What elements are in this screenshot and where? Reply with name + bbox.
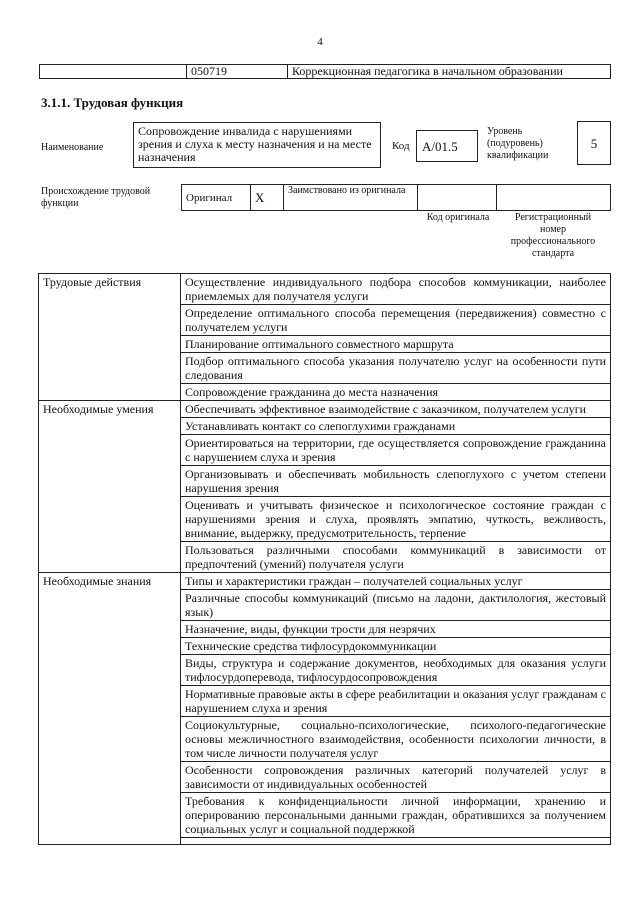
- table-row: [39, 655, 611, 686]
- section-category-continued: [39, 686, 181, 717]
- name-label: Наименование: [41, 142, 104, 153]
- page-number: 4: [317, 36, 323, 48]
- table-row: [39, 590, 611, 621]
- section-item: Особенности сопровождения различных категорий получателей услуг в зависимости от индивидуальных особенностей: [181, 762, 611, 793]
- section-item: Сопровождение гражданина до места назначения: [181, 384, 611, 401]
- table-row: [39, 466, 611, 497]
- section-item: Планирование оптимального совместного маршрута: [181, 336, 611, 353]
- reg-number-caption: Регистрационный номер профессионального стандарта: [510, 212, 596, 259]
- table-row: [39, 305, 611, 336]
- section-category-continued: [39, 305, 181, 336]
- table-row: [39, 793, 611, 838]
- section-item: Ориентироваться на территории, где осуществляется сопровождение гражданина с нарушением слуха и зрения: [181, 435, 611, 466]
- section-item: Социокультурные, социально-психологические, психолого-педагогические основы межличностного взаимодействия, особенности психологии личности, в том числе личности получателя услуг: [181, 717, 611, 762]
- section-item: Назначение, виды, функции трости для незрячих: [181, 621, 611, 638]
- section-item: Требования к конфиденциальности личной информации, хранению и оперированию персональными данными граждан, обратившихся за получением социальных услуг и социальной поддержкой: [181, 793, 611, 838]
- section-item: Различные способы коммуникаций (письмо на ладони, дактилология, жестовый язык): [181, 590, 611, 621]
- borrowed-label: Заимствовано из оригинала: [284, 185, 418, 211]
- section-category-continued: [39, 466, 181, 497]
- table-row: [39, 621, 611, 638]
- reg-number-cell: [497, 185, 611, 211]
- section-category-continued: [39, 336, 181, 353]
- section-category-continued: [39, 497, 181, 542]
- table-bottom-row: [39, 838, 611, 845]
- bottom-cell: [39, 838, 181, 845]
- table-row: [39, 384, 611, 401]
- table-row: [39, 717, 611, 762]
- table-row: [39, 401, 611, 418]
- origin-table: [181, 184, 611, 211]
- section-item: Виды, структура и содержание документов, необходимых для оказания услуги тифлосурдоперевода, тифлосурдосопровождения: [181, 655, 611, 686]
- section-category-continued: [39, 762, 181, 793]
- section-category-continued: [39, 655, 181, 686]
- section-category-continued: [39, 353, 181, 384]
- table-row: [39, 542, 611, 573]
- original-mark: X: [251, 185, 284, 211]
- section-category-continued: [39, 435, 181, 466]
- section-title: 3.1.1. Трудовая функция: [41, 95, 184, 110]
- section-category: Необходимые умения: [39, 401, 181, 418]
- section-item: Оценивать и учитывать физическое и психологическое состояние граждан с нарушениями зрения и слуха, проявлять эмпатию, чуткость, вежливость, внимание, выдержку, предусмотрительность, терпение: [181, 497, 611, 542]
- code-original-caption: Код оригинала: [426, 212, 490, 223]
- occupation-code: 050719: [187, 65, 288, 79]
- level-value: 5: [590, 136, 598, 151]
- section-item: Типы и характеристики граждан – получателей социальных услуг: [181, 573, 611, 590]
- table-row: [39, 638, 611, 655]
- level-label: Уровень (подуровень) квалификации: [487, 126, 549, 161]
- labor-function-table: [38, 273, 611, 845]
- section-category-continued: [39, 638, 181, 655]
- function-name: Сопровождение инвалида с нарушениями зрения и слуха к месту назначения и на месте назначения: [138, 124, 372, 164]
- bottom-cell: [181, 838, 611, 845]
- code-value: A/01.5: [422, 139, 458, 154]
- code-box: [416, 130, 478, 162]
- section-item: Устанавливать контакт со слепоглухими гражданами: [181, 418, 611, 435]
- empty-cell: [40, 65, 187, 79]
- table-row: [39, 573, 611, 590]
- origin-label: Происхождение трудовой функции: [41, 186, 151, 209]
- section-item: Организовывать и обеспечивать мобильность слепоглухого с учетом степени нарушения зрения: [181, 466, 611, 497]
- table-row: [39, 762, 611, 793]
- code-original-cell: [418, 185, 497, 211]
- section-item: Определение оптимального способа перемещения (передвижения) совместно с получателем услуги: [181, 305, 611, 336]
- section-category-continued: [39, 384, 181, 401]
- section-category-continued: [39, 418, 181, 435]
- table-row: [39, 336, 611, 353]
- section-category-continued: [39, 621, 181, 638]
- section-category: Трудовые действия: [39, 274, 181, 305]
- table-row: [39, 686, 611, 717]
- occupation-code-table: [39, 64, 611, 79]
- table-row: [39, 435, 611, 466]
- table-row: [39, 274, 611, 305]
- section-category-continued: [39, 590, 181, 621]
- section-category: Необходимые знания: [39, 573, 181, 590]
- function-name-box: [133, 122, 381, 168]
- occupation-name: Коррекционная педагогика в начальном образовании: [288, 65, 611, 79]
- section-item: Подбор оптимального способа указания получателю услуг на особенности пути следования: [181, 353, 611, 384]
- code-label: Код: [392, 140, 410, 152]
- table-row: [39, 497, 611, 542]
- table-row: [39, 418, 611, 435]
- original-label: Оригинал: [182, 185, 251, 211]
- section-item: Пользоваться различными способами коммуникаций в зависимости от предпочтений (умений) получателя услуги: [181, 542, 611, 573]
- section-item: Осуществление индивидуального подбора способов коммуникации, наиболее приемлемых для получателя услуги: [181, 274, 611, 305]
- section-item: Технические средства тифлосурдокоммуникации: [181, 638, 611, 655]
- level-box: [577, 121, 611, 165]
- table-row: [39, 353, 611, 384]
- section-item: Нормативные правовые акты в сфере реабилитации и оказания услуг гражданам с нарушением слуха и зрения: [181, 686, 611, 717]
- section-category-continued: [39, 717, 181, 762]
- section-category-continued: [39, 793, 181, 838]
- section-category-continued: [39, 542, 181, 573]
- section-item: Обеспечивать эффективное взаимодействие с заказчиком, получателем услуги: [181, 401, 611, 418]
